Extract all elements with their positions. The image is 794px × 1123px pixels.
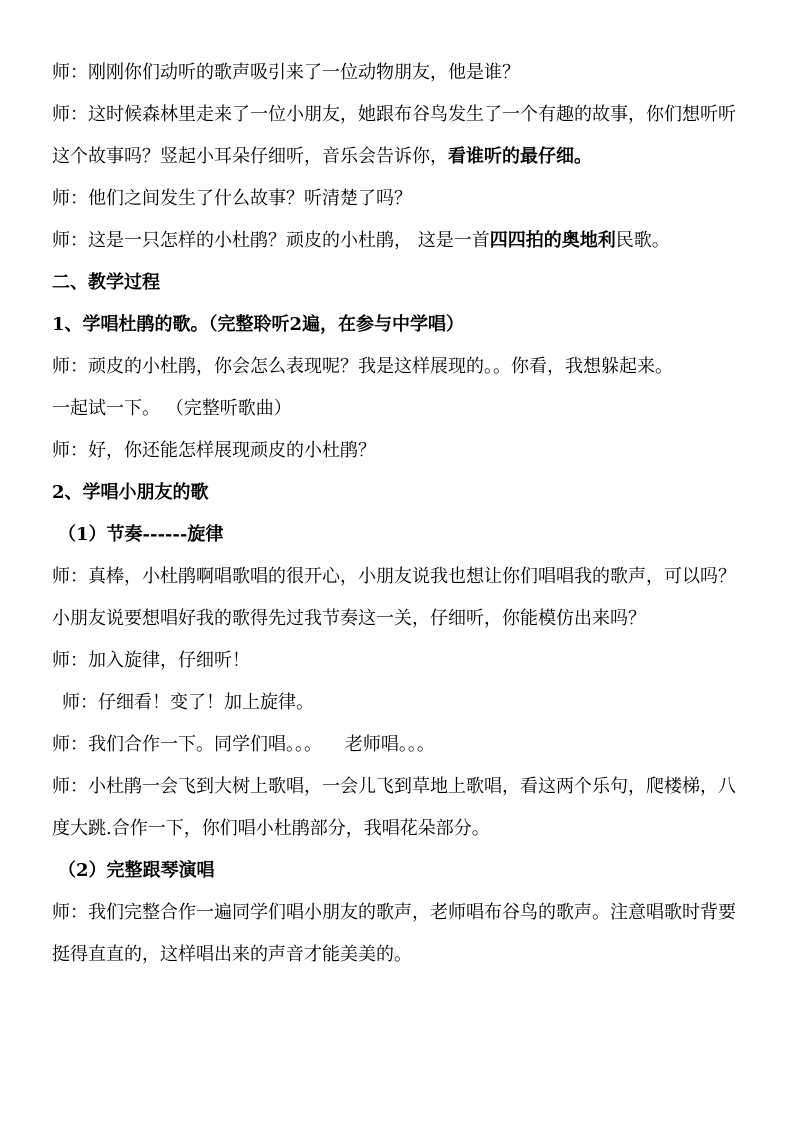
paragraph-5: 师：顽皮的小杜鹃，你会怎么表现呢？我是这样展现的。。你看，我想躲起来。 bbox=[52, 356, 673, 377]
paragraph-13: 师：我们完整合作一遍同学们唱小朋友的歌声，老师唱布谷鸟的歌声。注意唱歌时背要挺得直直的，这样唱出来的声音才能美美的。 bbox=[52, 902, 736, 965]
paragraph-1: 师：刚刚你们动听的歌声吸引来了一位动物朋友，他是谁？ bbox=[52, 62, 520, 83]
subheading-learn-children-song: 2、学唱小朋友的歌 bbox=[52, 482, 209, 503]
paragraph-2-text: 师：这时候森林里走来了一位小朋友，她跟布谷鸟发生了一个有趣的故事，你们想听听这个故事吗？竖起小耳朵仔细听，音乐会告诉你， bbox=[52, 104, 736, 167]
paragraph-4-end: 民歌。 bbox=[615, 230, 670, 251]
paragraph-4-emphasis: 四四拍的奥地利 bbox=[489, 230, 616, 251]
paragraph-12: 师：小杜鹃一会飞到大树上歌唱，一会儿飞到草地上歌唱，看这两个乐句，爬楼梯，八度大跳.合作一下，你们唱小杜鹃部分，我唱花朵部分。 bbox=[52, 776, 736, 839]
paragraph-4-text: 师：这是一只怎样的小杜鹃？顽皮的小杜鹃， 这是一首 bbox=[52, 230, 490, 251]
document-page bbox=[52, 52, 742, 976]
paragraph-6: 一起试一下。 （完整听歌曲） bbox=[52, 398, 292, 419]
section-heading-teaching-process: 二、教学过程 bbox=[52, 272, 160, 293]
paragraph-2-emphasis: 看谁听的最仔细。 bbox=[448, 146, 592, 167]
subheading-piano-singing: （2）完整跟琴演唱 bbox=[58, 860, 215, 881]
paragraph-10: 师：仔细看！变了！加上旋律。 bbox=[62, 692, 314, 713]
paragraph-2 bbox=[52, 94, 742, 178]
paragraph-7: 师：好，你还能怎样展现顽皮的小杜鹃？ bbox=[52, 440, 376, 461]
paragraph-9: 师：加入旋律，仔细听！ bbox=[52, 650, 250, 671]
paragraph-3: 师：他们之间发生了什么故事？听清楚了吗？ bbox=[52, 188, 412, 209]
subheading-rhythm-melody: （1）节奏------旋律 bbox=[58, 524, 224, 545]
paragraph-8: 师：真棒，小杜鹃啊唱歌唱的很开心，小朋友说我也想让你们唱唱我的歌声，可以吗？小朋友说要想唱好我的歌得先过我节奏这一关，仔细听，你能模仿出来吗？ bbox=[52, 566, 736, 629]
paragraph-11: 师：我们合作一下。同学们唱。。。 老师唱。。。 bbox=[52, 734, 435, 755]
subheading-learn-cuckoo-song: 1、学唱杜鹃的歌。（完整聆听2遍，在参与中学唱） bbox=[52, 314, 465, 335]
paragraph-4 bbox=[52, 220, 742, 262]
